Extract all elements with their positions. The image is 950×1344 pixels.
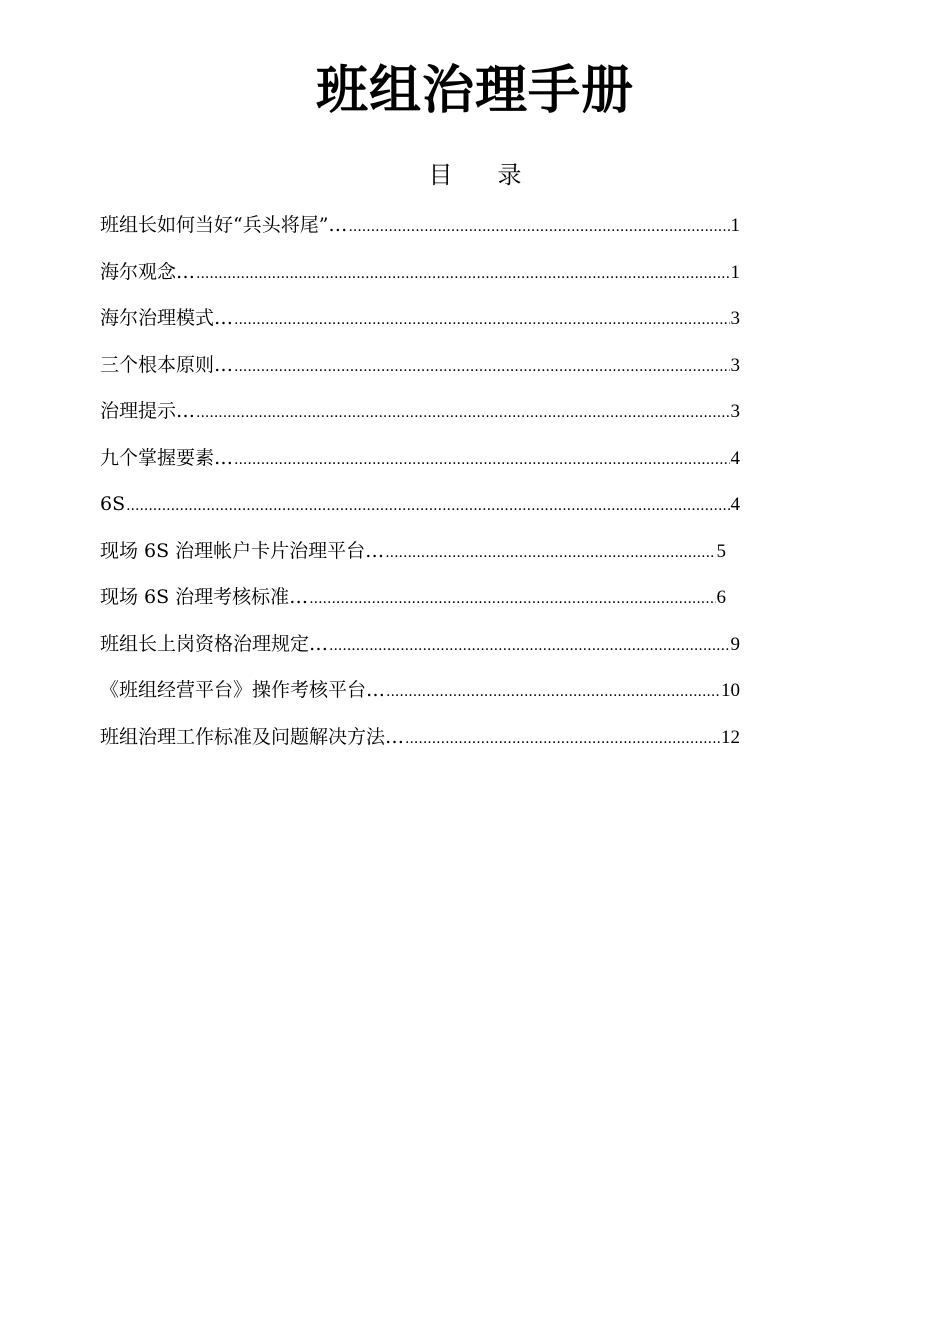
toc-entry[interactable] [100,252,740,299]
toc-dot-leader [385,533,715,573]
toc-entry-label: 海尔观念… [100,260,196,283]
toc-entry[interactable] [100,531,740,578]
toc-entry-page: 4 [730,447,740,469]
toc-entry[interactable] [100,717,740,764]
toc-dot-leader [329,626,729,666]
toc-entry-label: 现场 6S 治理考核标准… [100,586,309,608]
toc-entry-label: 班组治理工作标准及问题解决方法… [100,725,405,748]
toc-entry[interactable] [100,624,740,671]
toc-dot-leader [126,486,729,526]
toc-heading: 目录 [428,161,567,189]
toc-entry-page: 1 [730,215,740,236]
toc-entry-label: 现场 6S 治理帐户卡片治理平台… [100,539,385,562]
toc-entry-page: 5 [716,540,726,562]
toc-entry-label: 6S [100,493,126,515]
toc-entry-label: 治理提示… [100,400,196,422]
toc-entry[interactable] [100,345,740,392]
toc-dot-leader [405,719,720,759]
toc-entry-page: 6 [716,587,726,608]
toc-dot-leader [234,347,729,387]
toc-entry-page: 10 [721,680,740,701]
toc-dot-leader [309,579,715,619]
table-of-contents [100,205,740,763]
toc-entry[interactable] [100,391,740,438]
toc-entry[interactable] [100,484,740,531]
toc-dot-leader [234,440,729,480]
toc-dot-leader [348,207,729,247]
toc-entry-label: 三个根本原则… [100,353,234,376]
toc-entry-page: 12 [721,726,740,748]
toc-dot-leader [386,672,720,712]
toc-entry-label: 班组长如何当好“兵头将尾”… [100,214,348,236]
toc-entry[interactable] [100,670,740,717]
toc-entry-label: 海尔治理模式… [100,307,234,329]
toc-entry[interactable] [100,298,740,345]
toc-entry[interactable] [100,577,740,624]
document-title: 班组治理手册 [315,61,634,121]
toc-entry-page: 3 [730,354,740,376]
toc-dot-leader [196,254,729,294]
toc-entry[interactable] [100,205,740,252]
toc-entry-page: 3 [730,401,740,422]
toc-entry-page: 1 [730,261,740,283]
toc-dot-leader [196,393,729,433]
toc-entry-page: 4 [730,494,740,515]
toc-entry-label: 班组长上岗资格治理规定… [100,632,329,655]
toc-dot-leader [234,300,729,340]
toc-entry-label: 九个掌握要素… [100,446,234,469]
toc-entry-label: 《班组经营平台》操作考核平台… [100,679,386,701]
toc-entry-page: 3 [730,308,740,329]
toc-entry[interactable] [100,438,740,485]
toc-entry-page: 9 [730,633,740,655]
